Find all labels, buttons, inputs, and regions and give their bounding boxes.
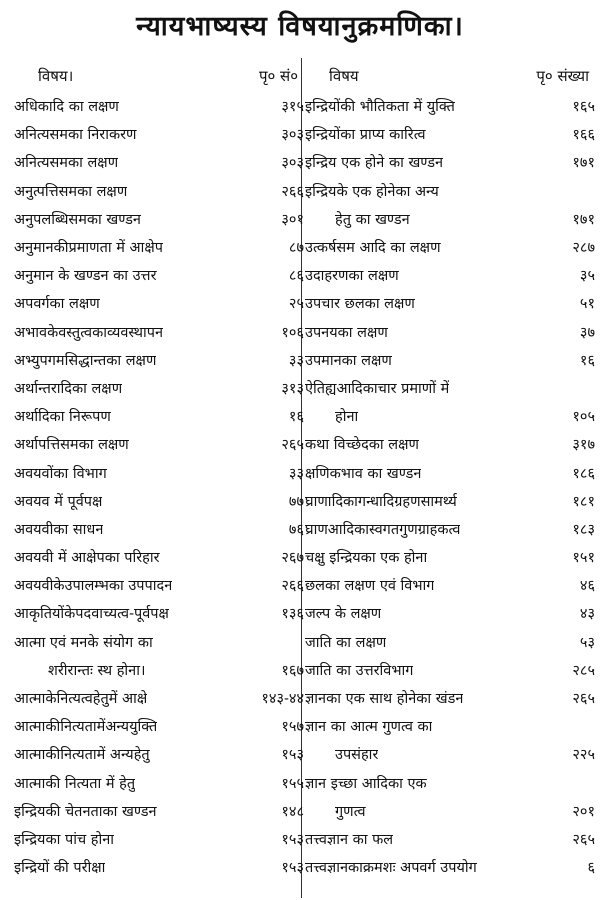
entry-page-number: ३३: [288, 352, 304, 369]
index-entry: [305, 797, 595, 825]
index-entry: [305, 458, 595, 486]
entry-topic: आत्मा एवं मनके संयोग का: [14, 634, 153, 651]
entry-topic: अनुपलब्धिसमका खण्डन: [14, 211, 141, 228]
entry-page-number: १५३: [281, 747, 304, 764]
entry-page-number: २२५: [572, 747, 595, 764]
entry-page-number: ७६: [288, 521, 304, 538]
entry-page-number: २६७: [281, 550, 304, 567]
index-entry: [305, 853, 595, 881]
entry-page-number: १८१: [572, 493, 595, 510]
right-entry-list: [305, 92, 595, 881]
entry-page-number: ३०३: [281, 127, 304, 144]
entry-topic: इन्द्रियोंकी भौतिकता में युक्ति: [305, 99, 455, 116]
index-entry: [305, 571, 595, 599]
entry-topic: आकृतियोंकेपदवाच्यत्व-पूर्वपक्ष: [14, 606, 169, 623]
page-title: न्यायभाष्यस्य विषयानुक्रमणिका।: [136, 11, 464, 42]
entry-page-number: १४८: [281, 803, 304, 820]
entry-topic: गुणत्व: [335, 803, 366, 820]
index-entry: [14, 656, 304, 684]
entry-topic: उपचार छलका लक्षण: [305, 296, 415, 313]
entry-topic: चक्षु इन्द्रियका एक होना: [305, 550, 428, 567]
entry-page-number: १६६: [572, 127, 595, 144]
entry-topic: इन्द्रियों की परीक्षा: [14, 860, 106, 877]
entry-page-number: १५७: [281, 719, 304, 736]
entry-topic: तत्त्वज्ञान का फल: [305, 831, 394, 848]
entry-page-number: १७१: [572, 211, 595, 228]
entry-page-number: १०५: [572, 409, 595, 426]
entry-topic: आत्माकीनित्यतामें अन्यहेतु: [14, 747, 150, 764]
entry-page-number: ७७: [288, 493, 304, 510]
index-entry: [14, 402, 304, 430]
entry-topic: आत्माकी नित्यता में हेतु: [14, 775, 136, 792]
entry-page-number: ५३: [579, 634, 595, 651]
entry-topic: तत्त्वज्ञानकाक्रमशः अपवर्ग उपयोग: [305, 860, 477, 877]
right-subject-heading: विषय: [329, 67, 359, 85]
index-entry: [14, 233, 304, 261]
index-entry: [14, 318, 304, 346]
index-entry: [14, 712, 304, 740]
index-entry: [305, 289, 595, 317]
entry-topic: होना: [335, 409, 359, 426]
index-entry: [305, 599, 595, 627]
entry-topic: छलका लक्षण एवं विभाग: [305, 578, 435, 595]
entry-page-number: ८७: [288, 240, 304, 257]
entry-topic: घ्राणादिकागन्धादिग्रहणसामर्थ्य: [305, 493, 457, 510]
entry-topic: ज्ञानका एक साथ होनेका खंडन: [305, 691, 464, 708]
right-column-header: [305, 60, 595, 92]
index-entry: [305, 318, 595, 346]
index-entry: [305, 205, 595, 233]
entry-page-number: ६: [587, 860, 595, 877]
index-entry: [305, 628, 595, 656]
entry-page-number: २६५: [572, 831, 595, 848]
index-entry: [14, 684, 304, 712]
entry-topic: हेतु का खण्डन: [335, 211, 410, 228]
entry-topic: अपवर्गका लक्षण: [14, 296, 100, 313]
index-entry: [14, 92, 304, 120]
entry-topic: जल्प के लक्षण: [305, 606, 382, 623]
index-entry: [305, 825, 595, 853]
entry-topic: अनुमान के खण्डन का उत्तर: [14, 268, 157, 285]
entry-page-number: ३१७: [572, 437, 595, 454]
entry-page-number: ३०३: [281, 155, 304, 172]
entry-topic: अर्थादिका निरूपण: [14, 409, 111, 426]
entry-page-number: १७१: [572, 155, 595, 172]
entry-page-number: ३५: [579, 268, 595, 285]
entry-topic: अवयवीका साधन: [14, 521, 104, 538]
entry-page-number: २८५: [572, 662, 595, 679]
entry-topic: अवयवी में आक्षेपका परिहार: [14, 550, 160, 567]
index-entry: [305, 684, 595, 712]
index-entry: [14, 571, 304, 599]
entry-page-number: १६: [288, 409, 304, 426]
index-entry: [14, 853, 304, 881]
index-entry: [305, 346, 595, 374]
entry-topic: इन्द्रियके एक होनेका अन्य: [305, 183, 439, 200]
entry-page-number: २६५: [281, 437, 304, 454]
index-entry: [14, 769, 304, 797]
entry-page-number: ४६: [579, 578, 595, 595]
entry-topic: उपसंहार: [335, 747, 379, 764]
entry-topic: ऐतिह्यआदिकाचार प्रमाणों में: [305, 380, 450, 397]
index-entry: [14, 205, 304, 233]
entry-page-number: ८६: [288, 268, 304, 285]
right-page-heading: पृ० संख्या: [536, 67, 589, 85]
index-entry: [305, 261, 595, 289]
entry-topic: अवयवीकेउपालम्भका उपपादन: [14, 578, 173, 595]
index-entry: [305, 712, 595, 740]
entry-page-number: १६५: [572, 99, 595, 116]
index-entry: [14, 515, 304, 543]
entry-page-number: २६६: [281, 578, 304, 595]
index-entry: [305, 92, 595, 120]
index-entry: [14, 261, 304, 289]
index-entry: [14, 148, 304, 176]
entry-page-number: २५: [288, 296, 304, 313]
entry-topic: अधिकादि का लक्षण: [14, 99, 119, 116]
entry-topic: उपनयका लक्षण: [305, 324, 388, 341]
index-entry: [305, 543, 595, 571]
index-entry: [305, 374, 595, 402]
entry-topic: कथा विच्छेदका लक्षण: [305, 437, 419, 454]
entry-page-number: १५१: [572, 550, 595, 567]
entry-page-number: १०६: [281, 324, 304, 341]
index-entry: [305, 656, 595, 684]
entry-topic: आत्माकेनित्यत्वहेतुमें आक्षे: [14, 691, 148, 708]
entry-topic: अर्थान्तरादिका लक्षण: [14, 380, 123, 397]
entry-topic: इन्द्रिय एक होने का खण्डन: [305, 155, 444, 172]
entry-topic: इन्द्रियका पांच होना: [14, 831, 115, 848]
index-entry: [14, 599, 304, 627]
entry-page-number: २६५: [572, 691, 595, 708]
index-entry: [14, 740, 304, 768]
entry-page-number: ३०१: [281, 211, 304, 228]
entry-topic: अर्थापत्तिसमका लक्षण: [14, 437, 129, 454]
entry-topic: अनित्यसमका निराकरण: [14, 127, 137, 144]
entry-topic: उपमानका लक्षण: [305, 352, 392, 369]
entry-topic: अवयवोंका विभाग: [14, 465, 107, 482]
entry-topic: घ्राणआदिकास्वगतगुणग्राहकत्व: [305, 521, 461, 538]
index-entry: [14, 458, 304, 486]
entry-topic: अभ्युपगमसिद्धान्तका लक्षण: [14, 352, 157, 369]
entry-topic: उदाहरणका लक्षण: [305, 268, 399, 285]
entry-page-number: २८७: [572, 240, 595, 257]
left-subject-heading: विषय।: [38, 67, 74, 85]
index-entry: [305, 233, 595, 261]
index-entry: [305, 515, 595, 543]
entry-topic: अनित्यसमका लक्षण: [14, 155, 119, 172]
index-entry: [305, 769, 595, 797]
entry-topic: अनुमानकीप्रमाणता में आक्षेप: [14, 240, 164, 257]
index-entry: [14, 430, 304, 458]
left-column-header: [14, 60, 304, 92]
index-entry: [14, 487, 304, 515]
entry-page-number: १५३: [281, 831, 304, 848]
entry-page-number: १३६: [281, 606, 304, 623]
index-entry: [14, 120, 304, 148]
right-column: [305, 60, 595, 898]
entry-topic: शरीरान्तः स्थ होना।: [48, 662, 146, 679]
index-entry: [305, 430, 595, 458]
entry-page-number: ४३: [579, 606, 595, 623]
index-entry: [14, 177, 304, 205]
entry-topic: ज्ञान का आत्म गुणत्व का: [305, 719, 433, 736]
entry-topic: जाति का लक्षण: [305, 634, 387, 651]
index-entry: [14, 628, 304, 656]
index-entry: [14, 346, 304, 374]
entry-page-number: ३१३: [281, 380, 304, 397]
entry-topic: आत्माकीनित्यतामेंअन्ययुक्ति: [14, 719, 158, 736]
index-entry: [305, 487, 595, 515]
index-entry: [305, 402, 595, 430]
entry-page-number: १४३-४४: [261, 691, 304, 708]
entry-page-number: ५१: [579, 296, 595, 313]
left-entry-list: [14, 92, 304, 881]
entry-page-number: १६७: [281, 662, 304, 679]
entry-topic: क्षणिकभाव का खण्डन: [305, 465, 422, 482]
entry-topic: उत्कर्षसम आदि का लक्षण: [305, 240, 441, 257]
index-entry: [14, 543, 304, 571]
entry-topic: ज्ञान इच्छा आदिका एक: [305, 775, 427, 792]
index-entry: [305, 177, 595, 205]
left-page-heading: पृ० सं०: [258, 67, 298, 85]
index-entry: [14, 825, 304, 853]
entry-page-number: २०१: [572, 803, 595, 820]
left-column: [14, 60, 304, 898]
index-entry: [14, 374, 304, 402]
index-entry: [14, 289, 304, 317]
index-entry: [305, 120, 595, 148]
entry-topic: अवयव में पूर्वपक्ष: [14, 493, 103, 510]
entry-page-number: ३३: [288, 465, 304, 482]
entry-page-number: १५३: [281, 860, 304, 877]
entry-page-number: ३७: [579, 324, 595, 341]
entry-topic: इन्द्रियकी चेतनताका खण्डन: [14, 803, 157, 820]
entry-topic: अभावकेवस्तुत्वकाव्यवस्थापन: [14, 324, 164, 341]
entry-page-number: १८३: [572, 521, 595, 538]
entry-topic: इन्द्रियोंका प्राप्य कारित्व: [305, 127, 426, 144]
entry-page-number: १५५: [281, 775, 304, 792]
index-entry: [305, 740, 595, 768]
entry-page-number: ३१५: [281, 99, 304, 116]
index-entry: [14, 797, 304, 825]
entry-topic: अनुत्पत्तिसमका लक्षण: [14, 183, 128, 200]
entry-page-number: १६: [579, 352, 595, 369]
entry-page-number: १८६: [572, 465, 595, 482]
index-entry: [305, 148, 595, 176]
entry-topic: जाति का उत्तरविभाग: [305, 662, 414, 679]
entry-page-number: २६६: [281, 183, 304, 200]
